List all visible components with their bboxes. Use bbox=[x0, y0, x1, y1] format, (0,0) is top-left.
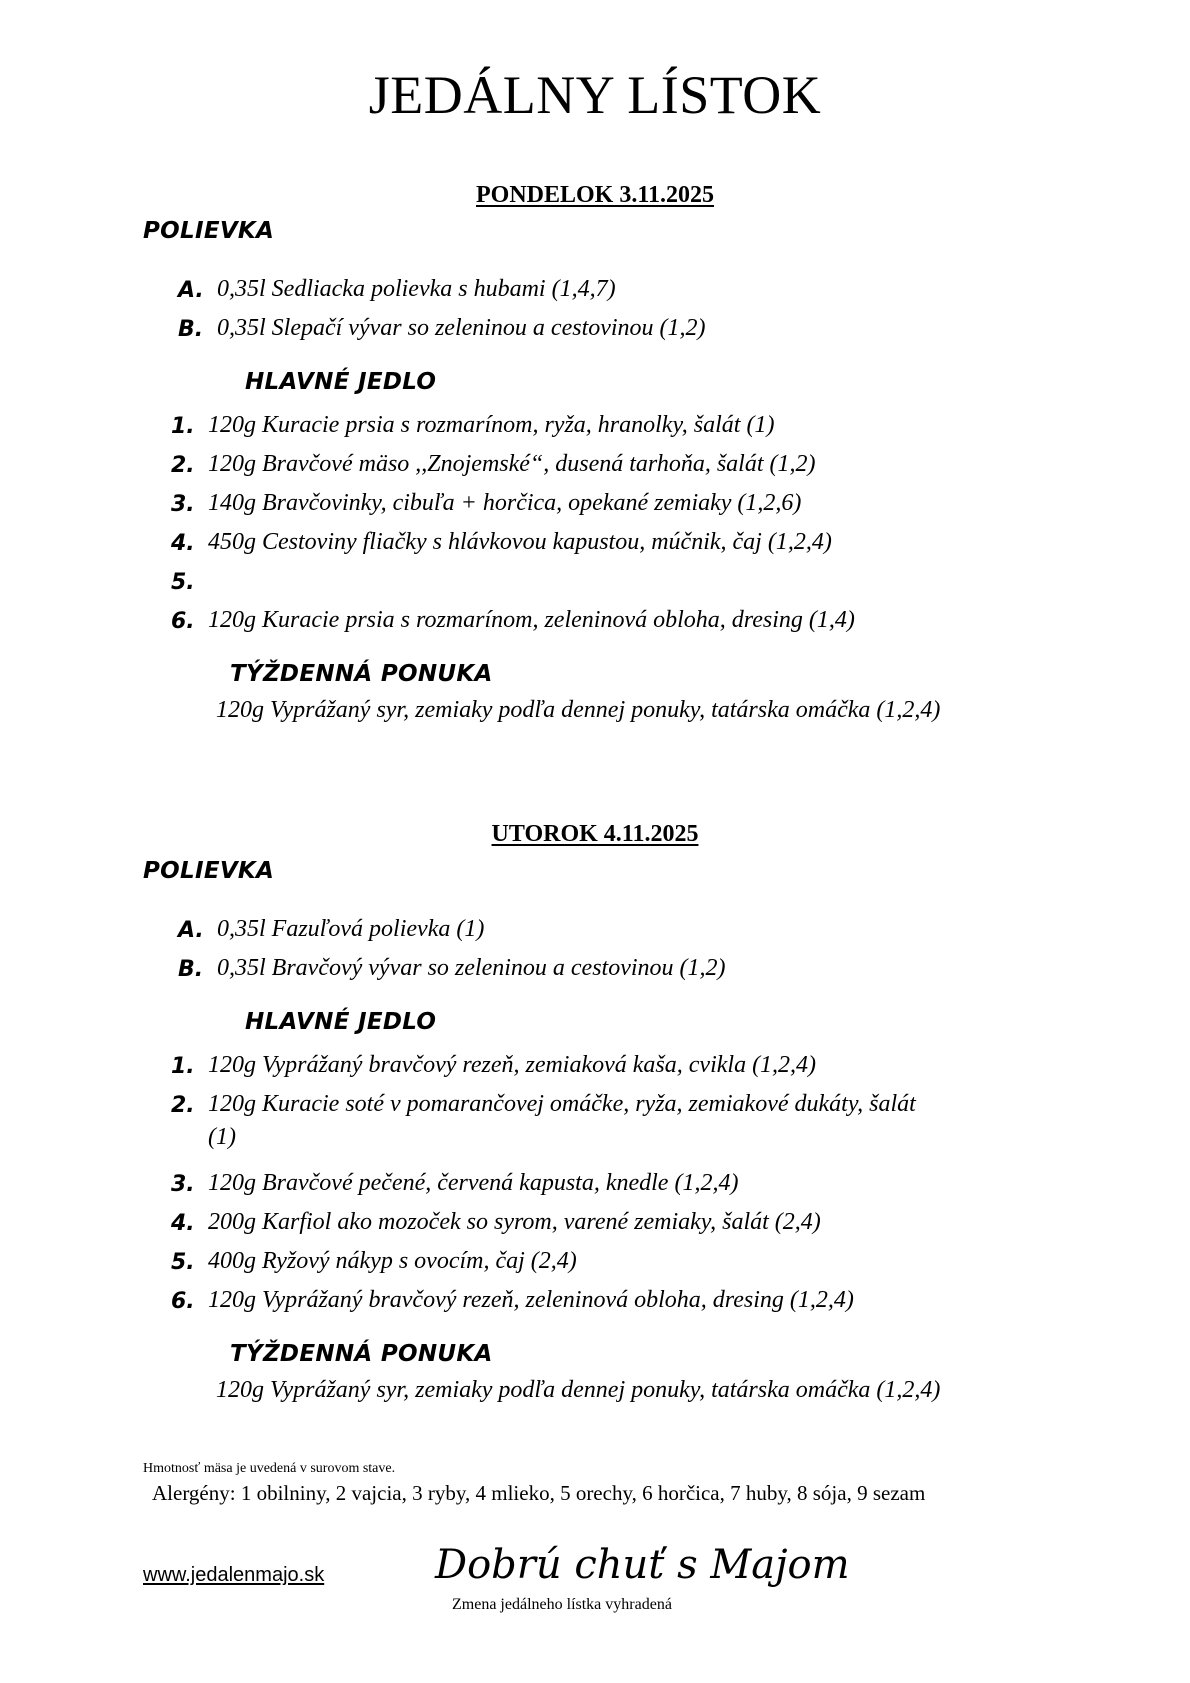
weekly-offer-monday: 120g Vyprážaný syr, zemiaky podľa dennej ponuky, tatárska omáčka (1,2,4) bbox=[216, 697, 941, 723]
soup-item-b-tuesday: B. 0,35l Bravčový vývar so zeleninou a cestovinou (1,2) bbox=[178, 955, 726, 982]
allergens-legend: Alergény: 1 obilniny, 2 vajcia, 3 ryby, 4 mlieko, 5 orechy, 6 horčica, 7 huby, 8 sója, 9 sezam bbox=[152, 1481, 926, 1505]
soup-heading-monday: POLIEVKA bbox=[143, 218, 275, 244]
main-heading-tuesday: HLAVNÉ JEDLO bbox=[245, 1009, 437, 1035]
page-title: JEDÁLNY LÍSTOK bbox=[368, 65, 822, 125]
weekly-offer-tuesday: 120g Vyprážaný syr, zemiaky podľa dennej ponuky, tatárska omáčka (1,2,4) bbox=[216, 1377, 941, 1403]
day-title-monday: PONDELOK 3.11.2025 bbox=[475, 182, 715, 208]
main-item-2-tuesday-continued: (1) bbox=[208, 1124, 236, 1150]
soup-item-b-monday: B. 0,35l Slepačí vývar so zeleninou a cestovinou (1,2) bbox=[178, 315, 706, 342]
main-item-2-tuesday: 2. 120g Kuracie soté v pomarančovej omáčke, ryža, zemiakové dukáty, šalát bbox=[171, 1091, 916, 1118]
main-item-5-tuesday: 5. 400g Ryžový nákyp s ovocím, čaj (2,4) bbox=[171, 1248, 577, 1275]
main-heading-monday: HLAVNÉ JEDLO bbox=[245, 369, 437, 395]
soup-item-a-monday: A. 0,35l Sedliacka polievka s hubami (1,4,7) bbox=[178, 276, 616, 303]
day-title-tuesday: UTOROK 4.11.2025 bbox=[491, 821, 699, 847]
weekly-heading-monday: TÝŽDENNÁ PONUKA bbox=[230, 661, 493, 687]
main-item-3-tuesday: 3. 120g Bravčové pečené, červená kapusta, knedle (1,2,4) bbox=[171, 1170, 739, 1197]
main-item-1-tuesday: 1. 120g Vyprážaný bravčový rezeň, zemiaková kaša, cvikla (1,2,4) bbox=[171, 1052, 817, 1079]
main-item-5-monday: 5. bbox=[171, 570, 195, 595]
main-item-6-monday: 6. 120g Kuracie prsia s rozmarínom, zeleninová obloha, dresing (1,4) bbox=[171, 607, 855, 634]
main-item-6-tuesday: 6. 120g Vyprážaný bravčový rezeň, zeleninová obloha, dresing (1,2,4) bbox=[171, 1287, 854, 1314]
menu-change-disclaimer: Zmena jedálneho lístka vyhradená bbox=[452, 1596, 672, 1613]
main-item-4-monday: 4. 450g Cestoviny fliačky s hlávkovou kapustou, múčnik, čaj (1,2,4) bbox=[171, 529, 832, 556]
main-item-2-monday: 2. 120g Bravčové mäso ,,Znojemské“, dusená tarhoňa, šalát (1,2) bbox=[171, 451, 816, 478]
main-item-1-monday: 1. 120g Kuracie prsia s rozmarínom, ryža, hranolky, šalát (1) bbox=[171, 412, 775, 439]
meat-weight-note: Hmotnosť mäsa je uvedená v surovom stave. bbox=[143, 1461, 396, 1476]
website-link[interactable]: www.jedalenmajo.sk bbox=[143, 1564, 325, 1586]
slogan: Dobrú chuť s Majom bbox=[435, 1542, 850, 1588]
main-item-4-tuesday: 4. 200g Karfiol ako mozoček so syrom, varené zemiaky, šalát (2,4) bbox=[171, 1209, 821, 1236]
weekly-heading-tuesday: TÝŽDENNÁ PONUKA bbox=[230, 1341, 493, 1367]
soup-item-a-tuesday: A. 0,35l Fazuľová polievka (1) bbox=[178, 916, 485, 943]
soup-heading-tuesday: POLIEVKA bbox=[143, 858, 275, 884]
main-item-3-monday: 3. 140g Bravčovinky, cibuľa + horčica, opekané zemiaky (1,2,6) bbox=[171, 490, 802, 517]
